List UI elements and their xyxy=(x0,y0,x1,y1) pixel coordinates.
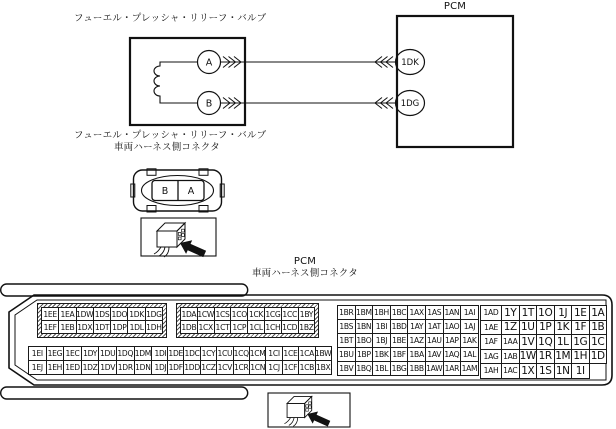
pcm-terminal-1dk-label: 1DK xyxy=(401,58,419,68)
solenoid-coil-icon xyxy=(154,62,197,103)
pin-1DT: 1DT xyxy=(93,320,111,334)
pin-1EJ: 1EJ xyxy=(28,360,47,375)
pin-row xyxy=(480,320,607,336)
pin-1A: 1A xyxy=(589,305,608,321)
pin-1BS: 1BS xyxy=(337,319,356,334)
pin-1Y: 1Y xyxy=(501,305,520,321)
pin-1CF: 1CF xyxy=(282,360,299,375)
pin-1CM: 1CM xyxy=(249,346,266,361)
pin-row xyxy=(28,360,170,375)
pin-1BN: 1BN xyxy=(355,319,374,334)
pin-row xyxy=(337,347,479,362)
pin-row xyxy=(480,363,607,379)
pin-1AD: 1AD xyxy=(480,305,502,321)
pin-1DC: 1DC xyxy=(183,346,200,361)
pin-1EA: 1EA xyxy=(58,307,76,321)
pin-1CW: 1CW xyxy=(197,307,215,321)
pin-1BL: 1BL xyxy=(372,361,391,376)
pin-1EF: 1EF xyxy=(41,320,59,334)
pin-1BH: 1BH xyxy=(372,305,391,320)
wire-b xyxy=(221,98,397,109)
pin-1G: 1G xyxy=(571,334,590,350)
pin-block-b-shield xyxy=(176,303,319,338)
pin-1U: 1U xyxy=(519,320,538,336)
pin-1BT: 1BT xyxy=(337,333,356,348)
pin-1AV: 1AV xyxy=(425,347,444,362)
pin-1B: 1B xyxy=(589,320,608,336)
pin-1AR: 1AR xyxy=(443,361,462,376)
pin-1AB: 1AB xyxy=(501,349,520,365)
pin-1BB: 1BB xyxy=(407,361,426,376)
pin-1H: 1H xyxy=(571,349,590,365)
pin-1EH: 1EH xyxy=(46,360,65,375)
pin-1CK: 1CK xyxy=(247,307,265,321)
pin-1DW: 1DW xyxy=(76,307,94,321)
valve-component xyxy=(130,38,245,125)
pin-1AY: 1AY xyxy=(407,319,426,334)
pin-1CQ: 1CQ xyxy=(233,346,250,361)
pin-1DE: 1DE xyxy=(167,346,184,361)
pin-1O: 1O xyxy=(536,305,555,321)
valve-terminal-a-label: A xyxy=(205,57,213,69)
pin-row xyxy=(480,334,607,350)
pin-1T: 1T xyxy=(519,305,538,321)
pin-1DK: 1DK xyxy=(127,307,145,321)
valve-connector-cell-a: A xyxy=(187,186,195,197)
pin-1BC: 1BC xyxy=(390,305,409,320)
pin-1AO: 1AO xyxy=(443,319,462,334)
pin-1N: 1N xyxy=(554,363,573,379)
pin-1M: 1M xyxy=(555,350,571,363)
pcm-connector-label-line2: 車両ハーネス側コネクタ xyxy=(251,268,359,279)
pin-1DS: 1DS xyxy=(93,307,111,321)
pin-1AF: 1AF xyxy=(480,334,502,350)
pin-1CR: 1CR xyxy=(233,360,250,375)
pin-1BX: 1BX xyxy=(315,360,332,375)
pin-1AK: 1AK xyxy=(460,333,479,348)
pin-1DY: 1DY xyxy=(81,346,100,361)
pin-1CI: 1CI xyxy=(265,346,282,361)
pin-1BA: 1BA xyxy=(407,347,426,362)
pin-1DL: 1DL xyxy=(127,320,145,334)
pin-1DP: 1DP xyxy=(110,320,128,334)
pin-1AJ: 1AJ xyxy=(460,319,479,334)
pin-1EB: 1EB xyxy=(58,320,76,334)
pin-1X: 1X xyxy=(519,363,538,379)
pin-1AL: 1AL xyxy=(460,347,479,362)
pin-1BF: 1BF xyxy=(390,347,409,362)
pin-1EE: 1EE xyxy=(41,307,59,321)
pin-1DR: 1DR xyxy=(116,360,135,375)
pin-block-e xyxy=(337,305,479,376)
pin-1DO: 1DO xyxy=(110,307,128,321)
pin-1CC: 1CC xyxy=(281,307,299,321)
pin-1CA: 1CA xyxy=(298,346,315,361)
pin-1F: 1F xyxy=(571,320,590,336)
pin-1BE: 1BE xyxy=(390,333,409,348)
connector-view-box-upper xyxy=(141,218,216,261)
pin-1EI: 1EI xyxy=(28,346,47,361)
pin-row xyxy=(337,333,479,348)
pin-1P: 1P xyxy=(536,320,555,336)
pin-1CL: 1CL xyxy=(247,320,265,334)
connector-view-box-lower xyxy=(268,393,350,429)
pin-1DN: 1DN xyxy=(134,360,153,375)
pin-1DX: 1DX xyxy=(76,320,94,334)
pin-row xyxy=(480,305,607,321)
pin-1BP: 1BP xyxy=(355,347,374,362)
pin-1AH: 1AH xyxy=(480,363,502,379)
pin-1BG: 1BG xyxy=(390,361,409,376)
pin-1AX: 1AX xyxy=(407,305,426,320)
pcm-title: PCM xyxy=(443,1,467,12)
pin-1BQ: 1BQ xyxy=(355,361,374,376)
pin-block-d xyxy=(167,346,332,375)
pin-1R: 1R xyxy=(536,349,555,365)
pin-row xyxy=(337,361,479,376)
pin-1AG: 1AG xyxy=(480,349,502,365)
pin-row xyxy=(41,320,163,334)
pin-1AI: 1AI xyxy=(460,305,479,320)
pin-1AE: 1AE xyxy=(480,320,502,336)
pin-1CY: 1CY xyxy=(200,346,217,361)
pin-1DA: 1DA xyxy=(180,307,198,321)
pin-1DZ: 1DZ xyxy=(81,360,100,375)
pin-1CG: 1CG xyxy=(264,307,282,321)
pin-1DG: 1DG xyxy=(145,307,163,321)
pin-1AW: 1AW xyxy=(425,361,444,376)
pin-1BR: 1BR xyxy=(337,305,356,320)
pin-row xyxy=(480,349,607,365)
pin-1AS: 1AS xyxy=(425,305,444,320)
pin-1DB: 1DB xyxy=(180,320,198,334)
pin-1DD: 1DD xyxy=(183,360,200,375)
pin-1BK: 1BK xyxy=(372,347,391,362)
pin-1S: 1S xyxy=(536,363,555,379)
pin-1AT: 1AT xyxy=(425,319,444,334)
pin-1CN: 1CN xyxy=(249,360,266,375)
pin-1CU: 1CU xyxy=(216,346,233,361)
wire-a xyxy=(221,57,397,68)
pin-row xyxy=(337,319,479,334)
pin-row xyxy=(180,307,315,321)
pin-row xyxy=(28,346,170,361)
pin-block-a xyxy=(41,307,163,334)
valve-connector-face xyxy=(131,169,224,212)
pin-1CO: 1CO xyxy=(230,307,248,321)
pin-1BI: 1BI xyxy=(372,319,391,334)
pin-1CV: 1CV xyxy=(216,360,233,375)
pin-1D: 1D xyxy=(589,349,608,365)
pin-1Q: 1Q xyxy=(536,334,555,350)
pin-1AC: 1AC xyxy=(501,363,520,379)
pin-1DF: 1DF xyxy=(167,360,184,375)
pin-1BU: 1BU xyxy=(337,347,356,362)
pin-1DM: 1DM xyxy=(134,346,153,361)
pin-1BO: 1BO xyxy=(355,333,374,348)
pin-1AU: 1AU xyxy=(425,333,444,348)
valve-connector-cell-b: B xyxy=(161,186,169,197)
valve-connector-label-line2: 車両ハーネス側コネクタ xyxy=(113,142,221,153)
pin-1BM: 1BM xyxy=(355,305,374,320)
pin-1Z: 1Z xyxy=(501,320,520,336)
valve-terminal-b-label: B xyxy=(205,98,213,110)
pin-row xyxy=(167,360,332,375)
housing-bottom-rail xyxy=(1,387,248,399)
pcm-terminal-1dg-label: 1DG xyxy=(400,99,420,109)
pin-1CS: 1CS xyxy=(214,307,232,321)
pin-1CE: 1CE xyxy=(282,346,299,361)
pin-1BY: 1BY xyxy=(298,307,316,321)
pin-1CD: 1CD xyxy=(281,320,299,334)
pin-1I: 1I xyxy=(571,363,590,379)
pin-1AZ: 1AZ xyxy=(407,333,426,348)
pin-row xyxy=(337,305,479,320)
pin-1DI: 1DI xyxy=(151,346,170,361)
pin-1K: 1K xyxy=(554,320,573,336)
pin-1AA: 1AA xyxy=(501,334,520,350)
pin-1DU: 1DU xyxy=(98,346,117,361)
pin-1E: 1E xyxy=(571,305,590,321)
pin-1AN: 1AN xyxy=(443,305,462,320)
pin-1BJ: 1BJ xyxy=(372,333,391,348)
pin-1AQ: 1AQ xyxy=(443,347,462,362)
pin-1C: 1C xyxy=(589,334,608,350)
valve-connector-label-line1: フューエル・プレッシャ・リリーフ・バルブ xyxy=(74,130,267,141)
pin-1EG: 1EG xyxy=(46,346,65,361)
pin-1CT: 1CT xyxy=(214,320,232,334)
pin-1BV: 1BV xyxy=(337,361,356,376)
pin-1DV: 1DV xyxy=(98,360,117,375)
pin-block-c xyxy=(28,346,170,375)
pin-row xyxy=(167,346,332,361)
pin-1BZ: 1BZ xyxy=(298,320,316,334)
pin-1ED: 1ED xyxy=(63,360,82,375)
pin-row xyxy=(41,307,163,321)
pin-1AP: 1AP xyxy=(443,333,462,348)
pin-block-a-shield xyxy=(37,303,167,338)
pin-1AM: 1AM xyxy=(460,361,479,376)
pin-block-f xyxy=(480,305,607,379)
pin-row xyxy=(180,320,315,334)
pin-1BW: 1BW xyxy=(315,346,332,361)
pin-1CJ: 1CJ xyxy=(265,360,282,375)
pin-1W: 1W xyxy=(519,350,536,363)
pin-1CX: 1CX xyxy=(197,320,215,334)
pin-1V: 1V xyxy=(519,334,538,350)
pcm-connector-label-line1: PCM xyxy=(293,256,317,267)
pin-1DQ: 1DQ xyxy=(116,346,135,361)
pin-1J: 1J xyxy=(554,305,573,321)
pin-1EC: 1EC xyxy=(63,346,82,361)
valve-title: フューエル・プレッシャ・リリーフ・バルブ xyxy=(74,13,267,24)
pin-1CB: 1CB xyxy=(298,360,315,375)
pin-1CH: 1CH xyxy=(264,320,282,334)
pin-1DH: 1DH xyxy=(145,320,163,334)
pcm-component xyxy=(396,16,514,147)
pin-1L: 1L xyxy=(554,334,573,350)
pin-1CZ: 1CZ xyxy=(200,360,217,375)
pin-1DJ: 1DJ xyxy=(151,360,170,375)
pin-1BD: 1BD xyxy=(390,319,409,334)
pin-1CP: 1CP xyxy=(230,320,248,334)
pin-block-b xyxy=(180,307,315,334)
